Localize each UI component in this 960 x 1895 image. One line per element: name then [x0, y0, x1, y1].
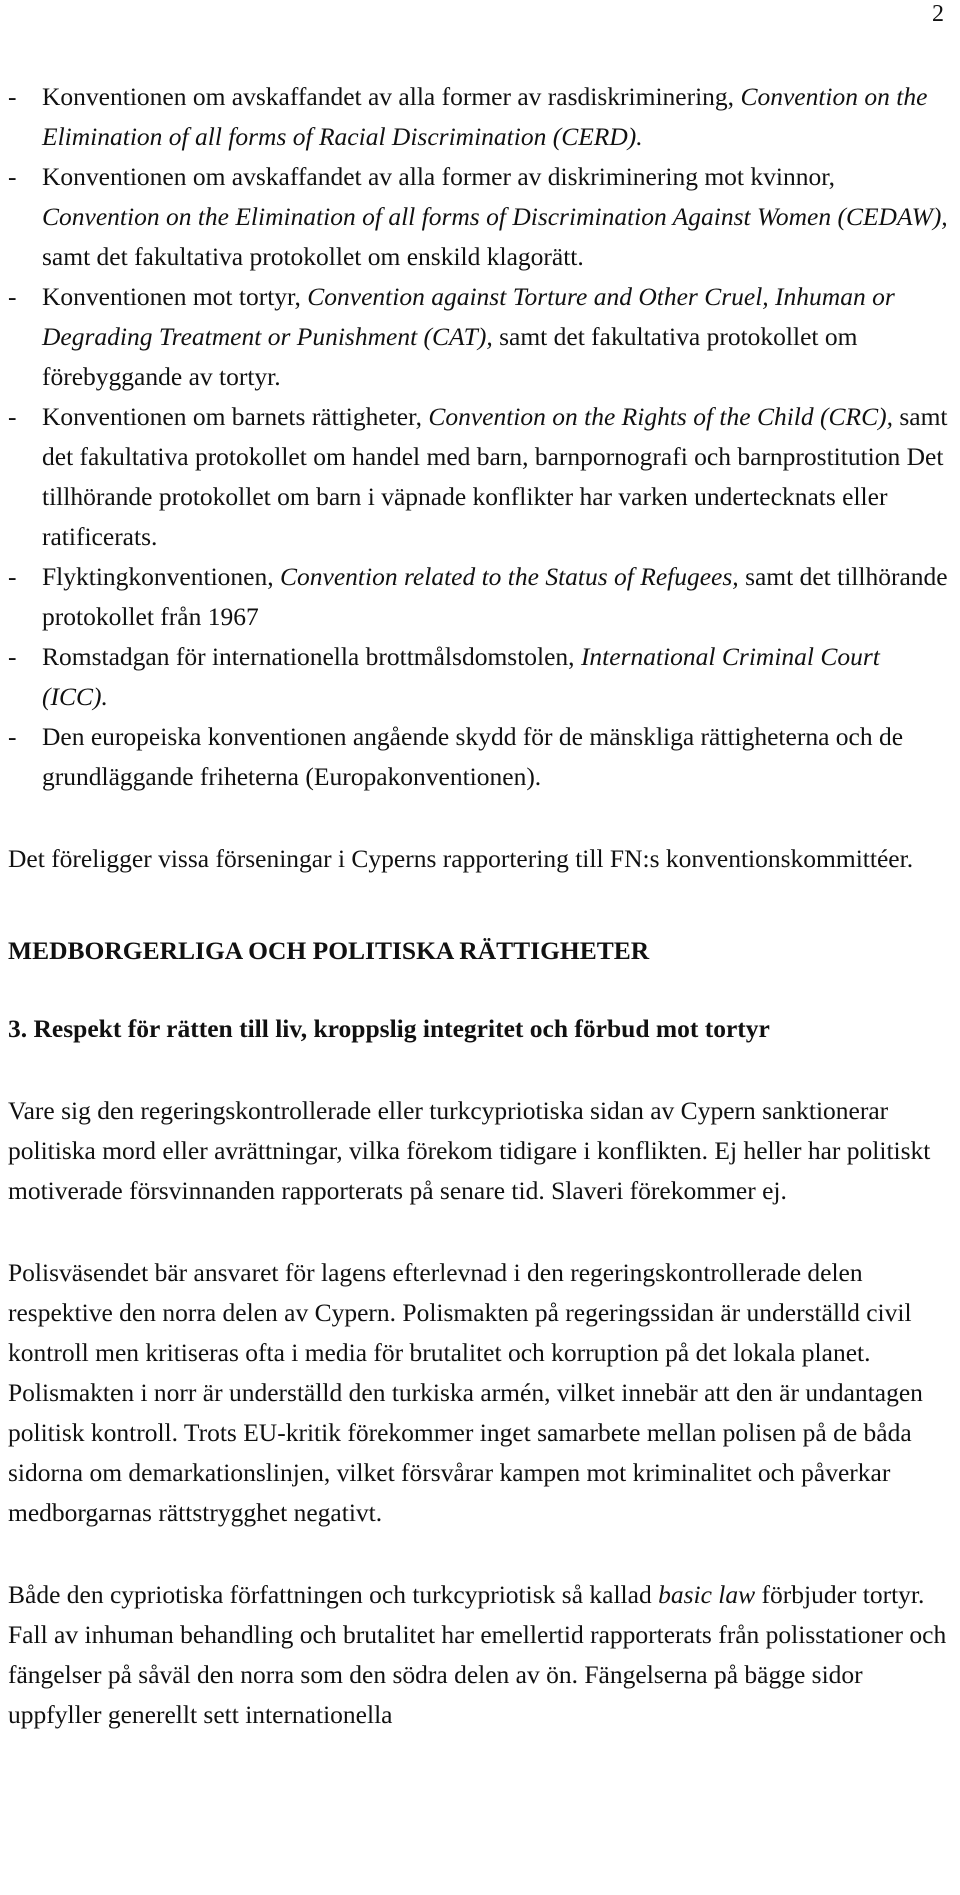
convention-name-sv: Konventionen om avskaffandet av alla former av diskriminering mot kvinnor, — [42, 162, 836, 191]
convention-list — [8, 77, 952, 797]
convention-name-en: Convention on the Elimination of all forms of Discrimination Against Women (CEDAW), — [42, 202, 948, 231]
convention-name-sv: Den europeiska konventionen angående skydd för de mänskliga rättigheterna och de grundläggande friheterna (Europakonventionen). — [42, 722, 904, 791]
list-item-crc — [8, 397, 952, 557]
list-dash: - — [8, 162, 17, 191]
convention-name-en: Convention on the Elimination of all forms of Racial Discrimination (CERD). — [42, 82, 928, 151]
convention-note: samt det fakultativa protokollet om handel med barn, barnpornografi och barnprostitution Det tillhörande protokollet om barn i väpnade konflikter har varken undertecknats eller ratificerats. — [42, 402, 948, 551]
paragraph-torture-tail: förbjuder tortyr. Fall av inhuman behandling och brutalitet har emellertid rapporterats från polisstationer och fängelser på såväl den norra som den södra delen av ön. Fängelserna på bägge sidor uppfyller generellt sett internationella — [8, 1580, 947, 1729]
list-item-refugees — [8, 557, 952, 637]
document-body — [8, 77, 952, 1735]
paragraph-torture — [8, 1575, 952, 1735]
convention-name-sv: Konventionen om avskaffandet av alla former av rasdiskriminering, — [42, 82, 735, 111]
convention-name-en: International Criminal Court (ICC). — [42, 642, 880, 711]
list-item-cat — [8, 277, 952, 397]
paragraph-police: Polisväsendet bär ansvaret för lagens efterlevnad i den regeringskontrollerade delen respektive den norra delen av Cypern. Polismakten på regeringssidan är underställd civil kontroll men kritiseras ofta i media för brutalitet och korruption på det lokala planet. Polismakten i norr är underställd den turkiska armén, vilket innebär att den är undantagen politisk kontroll. Trots EU-kritik förekommer inget samarbete mellan polisen på de båda sidorna om demarkationslinjen, vilket försvårar kampen mot kriminalitet och påverkar medborgarnas rättstrygghet negativt. — [8, 1258, 923, 1527]
list-item-cerd — [8, 77, 952, 157]
convention-name-sv: Konventionen om barnets rättigheter, — [42, 402, 422, 431]
section-heading: MEDBORGERLIGA OCH POLITISKA RÄTTIGHETER — [8, 936, 650, 965]
convention-note: samt det tillhörande protokollet från 1967 — [42, 562, 948, 631]
convention-note: samt det fakultativa protokollet om förebyggande av tortyr. — [42, 322, 858, 391]
paragraph-right-to-life: Vare sig den regeringskontrollerade eller turkcypriotiska sidan av Cypern sanktionerar politiska mord eller avrättningar, vilka förekom tidigare i konflikten. Ej heller har politiskt motiverade försvinnanden rapporterats på senare tid. Slaveri förekommer ej. — [8, 1096, 931, 1205]
basic-law-term: basic law — [658, 1580, 756, 1609]
list-dash: - — [8, 642, 17, 671]
subsection-heading: 3. Respekt för rätten till liv, kroppslig integritet och förbud mot tortyr — [8, 1014, 770, 1043]
list-dash: - — [8, 282, 17, 311]
convention-name-en: Convention against Torture and Other Cruel, Inhuman or Degrading Treatment or Punishment (CAT), — [42, 282, 895, 351]
paragraph-torture-lead: Både den cypriotiska författningen och turkcypriotisk så kallad — [8, 1580, 652, 1609]
convention-name-en: Convention on the Rights of the Child (CRC), — [428, 402, 893, 431]
convention-note: samt det fakultativa protokollet om enskild klagorätt. — [42, 242, 584, 271]
list-item-icc — [8, 637, 952, 717]
convention-name-en: Convention related to the Status of Refugees, — [280, 562, 739, 591]
list-item-cedaw — [8, 157, 952, 277]
list-dash: - — [8, 562, 17, 591]
list-dash: - — [8, 402, 17, 431]
convention-name-sv: Romstadgan för internationella brottmålsdomstolen, — [42, 642, 575, 671]
convention-name-sv: Konventionen mot tortyr, — [42, 282, 301, 311]
list-item-echr — [8, 717, 952, 797]
reporting-note: Det föreligger vissa förseningar i Cyperns rapportering till FN:s konventionskommittéer. — [8, 844, 914, 873]
list-dash: - — [8, 82, 17, 111]
page-number: 2 — [932, 1, 944, 27]
list-dash: - — [8, 722, 17, 751]
convention-name-sv: Flyktingkonventionen, — [42, 562, 274, 591]
